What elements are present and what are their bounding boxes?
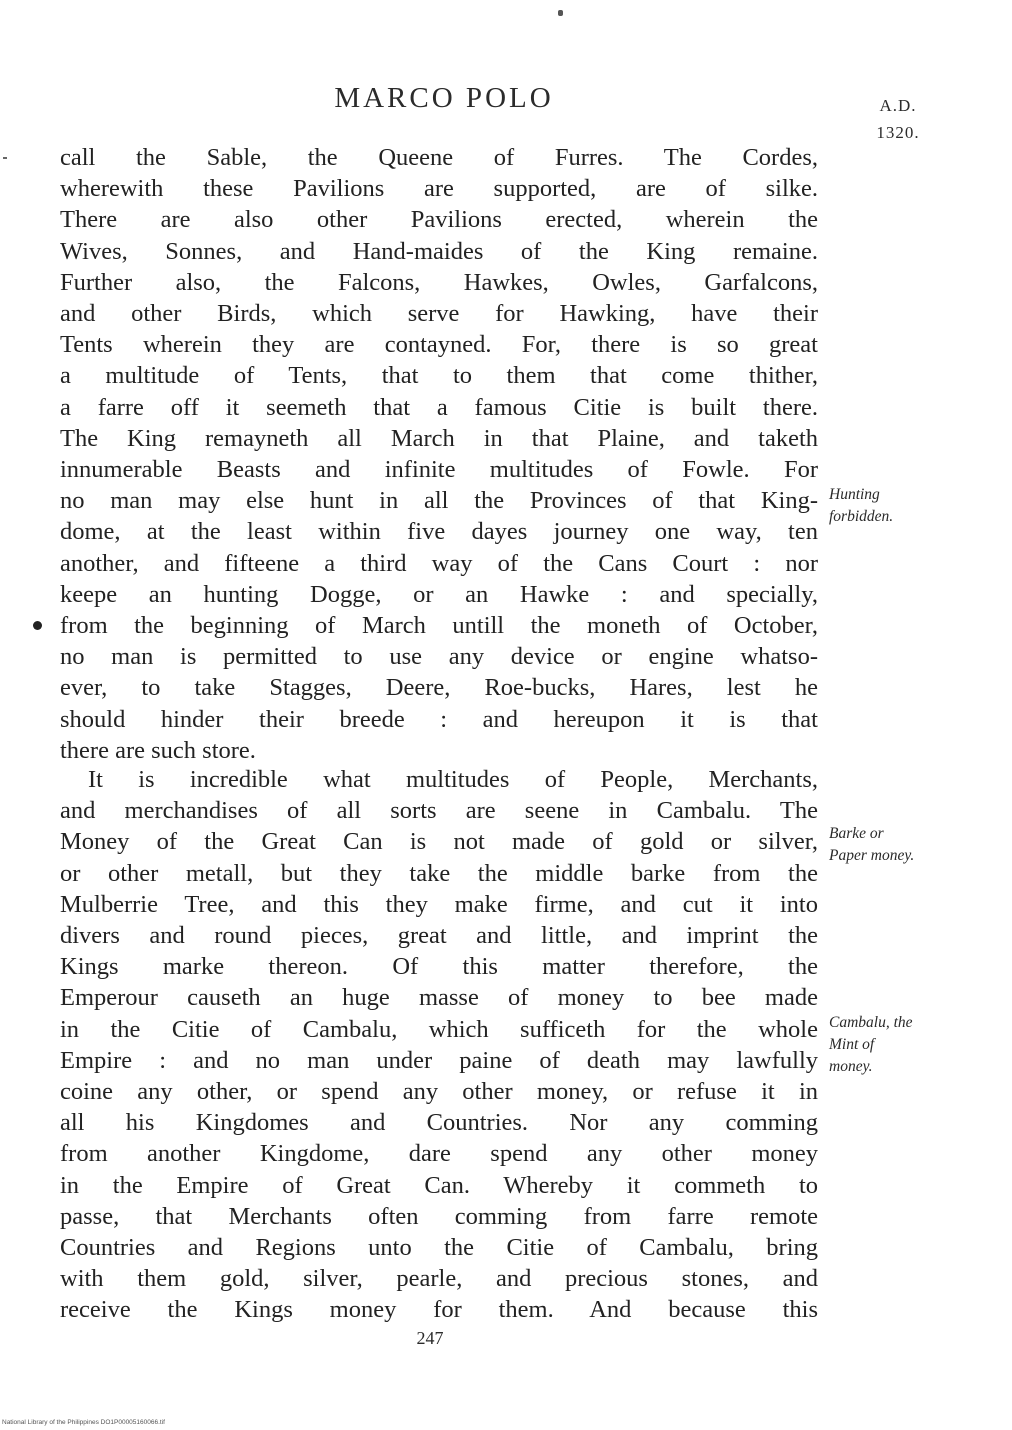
text-line: wherewith these Pavilions are supported, are of silke.: [60, 175, 818, 203]
margin-note-line: Barke or: [829, 825, 884, 842]
margin-note-hunting: [829, 484, 959, 528]
text-line: There are also other Pavilions erected, wherein the: [60, 206, 818, 234]
text-line: Wives, Sonnes, and Hand-maides of the King remaine.: [60, 237, 818, 265]
text-line: Mulberrie Tree, and this they make firme, and cut it into: [60, 890, 818, 918]
text-line: Tents wherein they are contayned. For, there is so great: [60, 331, 818, 359]
text-line: ever, to take Stagges, Deere, Roe-bucks, Hares, lest he: [60, 674, 818, 702]
text-line: keepe an hunting Dogge, or an Hawke : and specially,: [60, 580, 818, 608]
text-line: innumerable Beasts and infinite multitudes of Fowle. For: [60, 456, 818, 484]
scan-speck: [558, 10, 563, 16]
text-line: all his Kingdomes and Countries. Nor any comming: [60, 1109, 818, 1137]
page-title: MARCO POLO: [334, 82, 554, 114]
text-line: in the Empire of Great Can. Whereby it commeth to: [60, 1171, 818, 1199]
text-line: Empire : and no man under paine of death may lawfully: [60, 1046, 818, 1074]
text-line: receive the Kings money for them. And because this: [60, 1296, 818, 1324]
margin-note-line: forbidden.: [829, 508, 894, 525]
text-line: Countries and Regions unto the Citie of Cambalu, bring: [60, 1234, 818, 1262]
text-line: Money of the Great Can is not made of gold or silver,: [60, 828, 818, 856]
paragraph-1: [60, 142, 818, 766]
page-number: 247: [416, 1328, 444, 1348]
text-line: Emperour causeth an huge masse of money to bee made: [60, 984, 818, 1012]
era-label: A.D.: [879, 96, 917, 115]
text-line: coine any other, or spend any other money, or refuse it in: [60, 1078, 818, 1106]
year-label: [868, 92, 928, 146]
margin-note-line: Cambalu, the: [829, 1014, 913, 1031]
year-value: 1320.: [876, 123, 920, 142]
margin-note-line: Paper money.: [829, 847, 915, 864]
text-line: a farre off it seemeth that a famous Citie is built there.: [60, 393, 818, 421]
text-line: in the Citie of Cambalu, which sufficeth for the whole: [60, 1015, 818, 1043]
text-line: or other metall, but they take the middle barke from the: [60, 859, 818, 887]
text-line: from the beginning of March untill the moneth of October,: [60, 612, 818, 640]
paragraph-2: [60, 764, 818, 1326]
margin-bullet: [33, 621, 42, 630]
text-line: and other Birds, which serve for Hawking, have their: [60, 300, 818, 328]
text-line: there are such store.: [60, 736, 256, 764]
text-line: Further also, the Falcons, Hawkes, Owles, Garfalcons,: [60, 268, 818, 296]
text-line: no man may else hunt in all the Provinces of that King-: [60, 487, 818, 515]
margin-note-line: Mint of: [829, 1036, 875, 1053]
footer-attribution: National Library of the Philippines DO1P00005160066.tif: [2, 1419, 165, 1426]
text-line: divers and round pieces, great and little, and imprint the: [60, 922, 818, 950]
margin-note-mint: [829, 1012, 959, 1078]
text-line: The King remayneth all March in that Plaine, and taketh: [60, 424, 818, 452]
text-line: passe, that Merchants often comming from farre remote: [60, 1202, 818, 1230]
text-line: dome, at the least within five dayes journey one way, ten: [60, 518, 818, 546]
text-line: It is incredible what multitudes of People, Merchants,: [88, 766, 818, 793]
margin-tick: [3, 157, 7, 159]
text-line: and merchandises of all sorts are seene in Cambalu. The: [60, 797, 818, 825]
margin-note-line: Hunting: [829, 486, 880, 503]
text-line: another, and fifteene a third way of the Cans Court : nor: [60, 549, 818, 577]
text-line: from another Kingdome, dare spend any other money: [60, 1140, 818, 1168]
text-line: call the Sable, the Queene of Furres. The Cordes,: [60, 144, 818, 171]
text-line: no man is permitted to use any device or engine whatso-: [60, 643, 818, 671]
text-line: Kings marke thereon. Of this matter therefore, the: [60, 953, 818, 981]
text-line: a multitude of Tents, that to them that come thither,: [60, 362, 818, 390]
margin-note-barke: [829, 823, 959, 867]
margin-note-line: money.: [829, 1058, 873, 1075]
text-line: with them gold, silver, pearle, and precious stones, and: [60, 1265, 818, 1293]
text-line: should hinder their breede : and hereupon it is that: [60, 705, 818, 733]
